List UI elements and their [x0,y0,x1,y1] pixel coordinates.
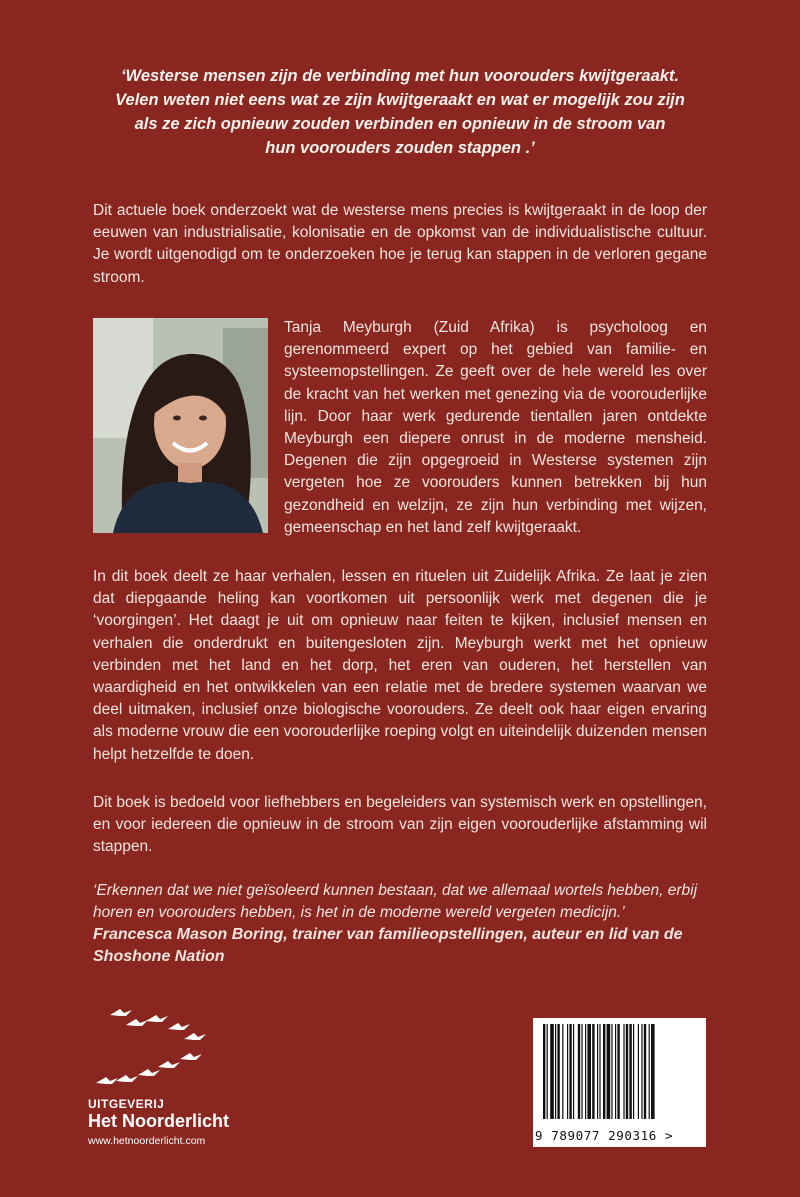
barcode-bar [603,1024,605,1119]
publisher-name: Het Noorderlicht [88,1111,230,1131]
publisher-url: www.hetnoorderlicht.com [88,1135,206,1147]
endorsement-source: Francesca Mason Boring, trainer van familieopstellingen, auteur en lid van de Shoshone Nation [93,926,683,965]
barcode-bar [626,1024,628,1119]
barcode-bar [633,1024,634,1119]
publisher-label: UITGEVERIJ [88,1097,165,1111]
endorsement-text: ‘Erkennen dat we niet geïsoleerd kunnen bestaan, dat we allemaal wortels hebben, erbij horen en voorouders hebben, is het in de moderne wereld vergeten medicijn.’ [93,882,698,921]
audience-paragraph: Dit boek is bedoeld voor liefhebbers en begeleiders van systemisch werk en opstellingen, en voor iedereen die opnieuw in de stroom van zijn eigen voorouderlijke afstamming wil stappen. [93,794,707,856]
opening-quote-line: ‘Westerse mensen zijn de verbinding met hun voorouders kwijtgeraakt. [120,67,680,85]
publisher-logo [88,995,268,1147]
barcode-bar [641,1024,642,1119]
barcode-bar [611,1024,612,1119]
isbn-number: 9 789077 290316 > [535,1128,674,1143]
barcode-bar [629,1024,631,1119]
barcode-bar [615,1024,616,1119]
barcode-bar [543,1024,545,1119]
barcode-bar [644,1024,646,1119]
content-paragraph: In dit boek deelt ze haar verhalen, lessen en rituelen uit Zuidelijk Afrika. Ze laat je zien dat diepgaande heling kan voortkomen uit persoonlijk werk met degenen die je ‘voorgingen’. Het daagt je uit om opnieuw naar feiten te kijken, inclusief mensen en verhalen die onderdrukt en buitengesloten zijn. Meyburgh werkt met het opnieuw verbinden met het land en het dorp, het eren van ouderen, het herstellen van waardigheid en het ontwikkelen van een relatie met de bredere systemen waarvan we deel uitmaken, inclusief onze biologische voorouders. Ze deelt ook haar eigen ervaring als moderne vrouw die een voorouderlijke roeping volgt en uiteindelijk duizenden mensen helpt hetzelfde te doen. [93,568,707,763]
barcode-bar [578,1024,580,1119]
opening-quote [110,64,690,160]
opening-quote-line: Velen weten niet eens wat ze zijn kwijtgeraakt en wat er mogelijk zou zijn [115,91,685,109]
barcode-bar [581,1024,582,1119]
barcode-bar [587,1024,591,1119]
barcode-bar [569,1024,571,1119]
barcode-bar [567,1024,568,1119]
intro-paragraph: Dit actuele boek onderzoekt wat de westerse mens precies is kwijtgeraakt in de loop der eeuwen van industrialisatie, kolonisatie en de opkomst van de individualistische cultuur. Je wordt uitgenodigd om te onderzoeken hoe je terug kan stappen in de verloren gegane stroom. [93,202,707,286]
birds-icon [88,995,218,1095]
barcode-bar [638,1024,639,1119]
endorsement-quote [93,880,713,968]
barcode-bar [557,1024,559,1119]
barcode-bar [651,1024,655,1119]
barcode-bar [550,1024,554,1119]
opening-quote-line: als ze zich opnieuw zouden verbinden en opnieuw in de stroom van [134,115,666,133]
barcode-bar [555,1024,556,1119]
barcode-bar [607,1024,611,1119]
barcode-bar [623,1024,624,1119]
barcode-bars [543,1024,696,1119]
barcode-bar [573,1024,574,1119]
barcode-bar [585,1024,586,1119]
barcode-bar [592,1024,594,1119]
barcode-bar [599,1024,600,1119]
barcode-bar [547,1024,548,1119]
barcode-bar [562,1024,563,1119]
author-photo [93,318,268,533]
barcode-bar [617,1024,619,1119]
barcode-bar [649,1024,650,1119]
isbn-barcode [533,1018,706,1147]
author-bio: Tanja Meyburgh (Zuid Afrika) is psycholoog en gerenommeerd expert op het gebied van familie- en systeemopstellingen. Ze geeft over de hele wereld les over de kracht van het werken met genezing via de voorouderlijke lijn. Door haar werk gedurende tientallen jaren ontdekte Meyburgh een diepere onrust in de moderne mensheid. Degenen die zijn opgegroeid in Westerse systemen zijn vergeten hoe ze voorouders kunnen betrekken bij hun gezondheid en welzijn, ze zijn hun verbinding met wijzen, gemeenschap en het land zelf kwijtgeraakt. [284,319,707,536]
opening-quote-line: hun voorouders zouden stappen .’ [265,139,535,157]
barcode-bar [597,1024,598,1119]
